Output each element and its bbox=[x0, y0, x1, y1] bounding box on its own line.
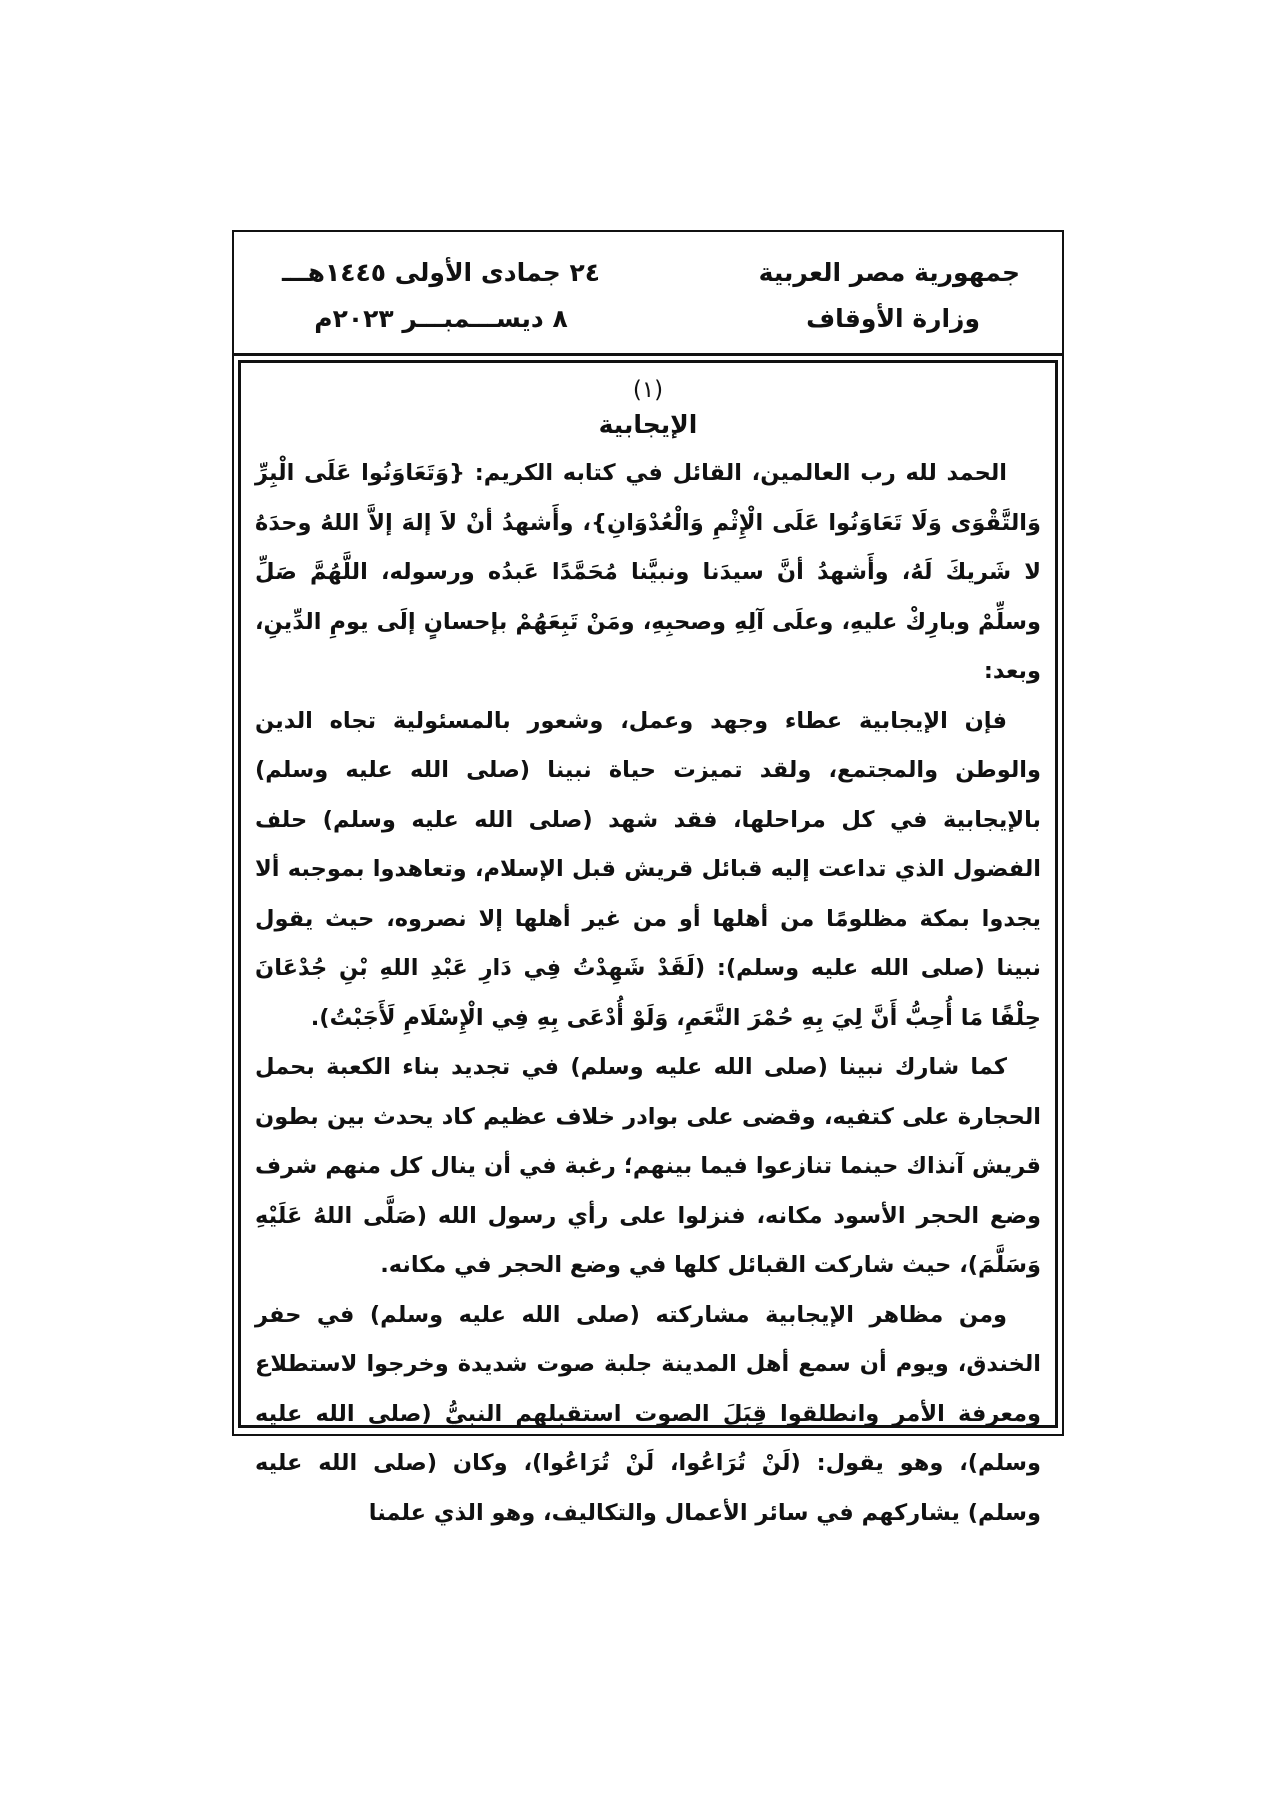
gregorian-date: ٨ ديســـمبـــر ٢٠٢٣م bbox=[314, 304, 568, 333]
header-dates bbox=[282, 250, 600, 342]
paragraph-khandaq: ومن مظاهر الإيجابية مشاركته (صلى الله عليه وسلم) في حفر الخندق، ويوم أن سمع أهل المدينة جلبة صوت شديدة وخرجوا لاستطلاع ومعرفة الأمر وانطلقوا قِبَلَ الصوت استقبلهم النبيُّ (صلى الله عليه وسلم)، وهو يقول: (لَنْ تُرَاعُوا، لَنْ تُرَاعُوا)، وكان (صلى الله عليه وسلم) يشاركهم في سائر الأعمال والتكاليف، وهو الذي علمنا bbox=[255, 1301, 1041, 1526]
country-name: جمهورية مصر العربية bbox=[758, 258, 1020, 287]
document-body bbox=[238, 360, 1058, 1526]
document-frame bbox=[232, 230, 1064, 1526]
page-title: الإيجابية bbox=[598, 410, 698, 439]
paragraph-kaaba: كما شارك نبينا (صلى الله عليه وسلم) في تجديد بناء الكعبة بحمل الحجارة على كتفيه، وقضى على بوادر خلاف عظيم كاد يحدث بين بطون قريش آنذاك حينما تنازعوا فيما بينهم؛ رغبة في أن ينال كل منهم شرف وضع الحجر الأسود مكانه، فنزلوا على رأي رسول الله (صَلَّى اللهُ عَلَيْهِ وَسَلَّمَ)، حيث شاركت القبائل كلها في وضع الحجر في مكانه. bbox=[255, 1054, 1041, 1278]
header-issuer bbox=[759, 250, 1020, 342]
ministry-name: وزارة الأوقاف bbox=[806, 304, 980, 333]
paragraph-opening: الحمد لله رب العالمين، القائل في كتابه الكريم: {وَتَعَاوَنُوا عَلَى الْبِرِّ وَالتَّقْوَى وَلَا تَعَاوَنُوا عَلَى الْإِثْمِ وَالْعُدْوَانِ}، وأَشهدُ أنْ لاَ إلهَ إلاَّ اللهُ وحدَهُ لا شَريكَ لَهُ، وأَشهدُ أنَّ سيدَنا ونبيَّنا مُحَمَّدًا عَبدُه ورسوله، اللَّهُمَّ صَلِّ وسلِّمْ وبارِكْ عليهِ، وعلَى آلِهِ وصحبِهِ، ومَنْ تَبِعَهُمْ بإحسانٍ إلَى يومِ الدِّينِ، وبعد: bbox=[255, 460, 1041, 684]
hijri-date: ٢٤ جمادى الأولى ١٤٤٥هـــ bbox=[282, 258, 600, 287]
page-number: (١) bbox=[632, 377, 664, 403]
document-header bbox=[234, 232, 1062, 356]
paragraph-hilf-al-fudul: فإن الإيجابية عطاء وجهد وعمل، وشعور بالمسئولية تجاه الدين والوطن والمجتمع، ولقد تميزت حياة نبينا (صلى الله عليه وسلم) بالإيجابية في كل مراحلها، فقد شهد (صلى الله عليه وسلم) حلف الفضول الذي تداعت إليه قبائل قريش قبل الإسلام، وتعاهدوا بموجبه ألا يجدوا بمكة مظلومًا من أهلها أو من غير أهلها إلا نصروه، حيث يقول نبينا (صلى الله عليه وسلم): (لَقَدْ شَهِدْتُ فِي دَارِ عَبْدِ اللهِ بْنِ جُدْعَانَ حِلْفًا مَا أُحِبُّ أَنَّ لِيَ بِهِ حُمْرَ النَّعَمِ، وَلَوْ أُدْعَى بِهِ فِي الْإِسْلَامِ لَأَجَبْتُ). bbox=[255, 707, 1041, 1031]
